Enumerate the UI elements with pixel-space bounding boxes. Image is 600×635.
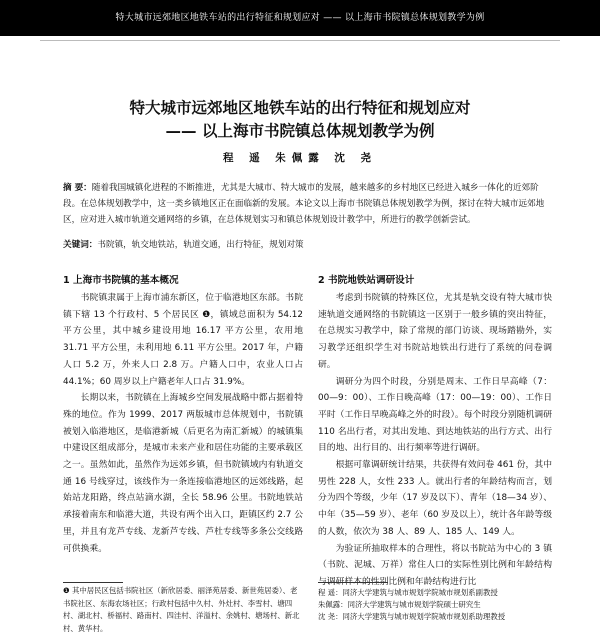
footnote-rule: [63, 582, 123, 583]
keywords: [63, 238, 548, 252]
author-note: 朱佩露：同济大学建筑与城市规划学院硕士研究生: [318, 600, 481, 609]
section-1-heading: 1 上海市书院镇的基本概况: [63, 275, 179, 286]
column-left: [63, 290, 303, 557]
keywords-text: 书院镇，轨交地铁站，轨道交通，出行特征，规划对策: [97, 240, 304, 250]
section-1-paragraph: 长期以来，书院镇在上海城乡空间发展战略中都占据着特殊的地位。作为 1999、2017 两版城市总体规划中，书院镇被划入临港地区，是临港新城（后更名为南汇新城）的城镇集中建设区组成部分，是城市未来产业和居住功能的主要承载区之一。虽然如此，虽然作为远郊乡镇，但书院镇域内有轨道交通 16 号线穿过，该线作为一条连接临港地区的远郊线路，起始站龙阳路，终点站滴水湖，全长 58.96 公里。书院地铁站承接着南东和临港大道，共设有两个出入口，距镇区约 2.7 公里，并且有龙芦专线、龙新芦专线、芦杜专线等多条公交线路可供换乘。: [63, 393, 303, 554]
footnote: ❶ 其中居民区包括书院社区（新欣居委、丽泽苑居委、新世苑居委）、老书院社区、东海农场社区；行政村包括中久村、外灶村、李雪村、塘四村、湖北村、桥福村、路南村、四洼村、洋溢村、余姚村、塘场村、新北村、黄华村。: [63, 586, 300, 633]
page-title: 特大城市远郊地区地铁车站的出行特征和规划应对: [129, 99, 471, 117]
section-2-paragraph: 根据可靠调研统计结果，共获得有效问卷 461 份，其中男性 228 人，女性 233 人。就出行者的年龄结构而言，划分为四个等级，少年（17 岁及以下）、青年（18—34 岁）、中年（35—59 岁）、老年（60 岁及以上），统计各年龄等级的人数，依次为 38 人、89 人、185 人、149 人。: [318, 460, 552, 537]
section-1-paragraph: 书院镇隶属于上海市浦东新区，位于临港地区东部。书院镇下辖 13 个行政村、5 个居民区 ❶，镇域总面积为 54.12 平方公里，其中城乡建设用地 16.17 平方公里，农用地 31.71 平方公里，未利用地 6.11 平方公里。2017 年，户籍人口 5.2 万，外来人口 2.8 万。户籍人口中，农业人口占 44.1%；60 周岁以上户籍老年人口占 31.9%。: [63, 293, 303, 387]
author-notes-rule: [318, 582, 388, 583]
abstract: [63, 180, 548, 228]
page-subtitle: —— 以上海市书院镇总体规划教学为例: [165, 122, 435, 140]
abstract-text: 随着我国城镇化进程的不断推进，尤其是大城市、特大城市的发展，越来越多的乡村地区已经进入城乡一体化的近郊阶段。在总体规划教学中，这一类乡镇地区正在面临新的发展。本论文以上海市书院镇总体规划教学为例，探讨在特大城市远郊地区，应对进入城市轨道交通网络的乡镇，在总体规划实习和镇总体规划设计教学中，所进行的教学创新尝试。: [63, 183, 545, 225]
author-note: 沈 尧：同济大学建筑与城市规划学院城市规划系助理教授: [318, 612, 506, 621]
section-2-paragraph: 为验证所抽取样本的合理性，将以书院站为中心的 3 镇（书院、泥城、万祥）常住人口的实际性别比例和年龄结构与调研样本的性别比例和年龄结构进行比: [318, 543, 552, 587]
keywords-label: 关键词：: [63, 240, 98, 250]
column-right: [318, 290, 552, 591]
section-2-paragraph: 调研分为四个时段，分别是周末、工作日早高峰（7：00—9：00）、工作日晚高峰（17：00—19：00）、工作日平时（工作日早晚高峰之外的时段）。每个时段分别随机调研 110 名出行者，对其出发地、到达地铁站的出行方式、出行目的地、出行目的、出行频率等进行调研。: [318, 376, 552, 454]
authors: 程 遥 朱佩露 沈 尧: [222, 152, 378, 164]
abstract-label: 摘 要：: [63, 183, 92, 193]
section-2-paragraph: 考虑到书院镇的特殊区位，尤其是轨交设有特大城市快速轨道交通网络的书院镇这一区别于一般乡镇的突出特征，在总规实习教学中，除了常规的部门访谈、现场踏勘外，实习教学还组织学生对书院站地铁出行进行了系统的问卷调研。: [318, 293, 552, 370]
running-header: 特大城市远郊地区地铁车站的出行特征和规划应对 —— 以上海市书院镇总体规划教学为例: [0, 0, 600, 36]
header-rule: [40, 40, 560, 41]
section-2-heading: 2 书院地铁站调研设计: [318, 275, 415, 286]
author-note: 程 遥：同济大学建筑与城市规划学院城市规划系副教授: [318, 588, 498, 597]
